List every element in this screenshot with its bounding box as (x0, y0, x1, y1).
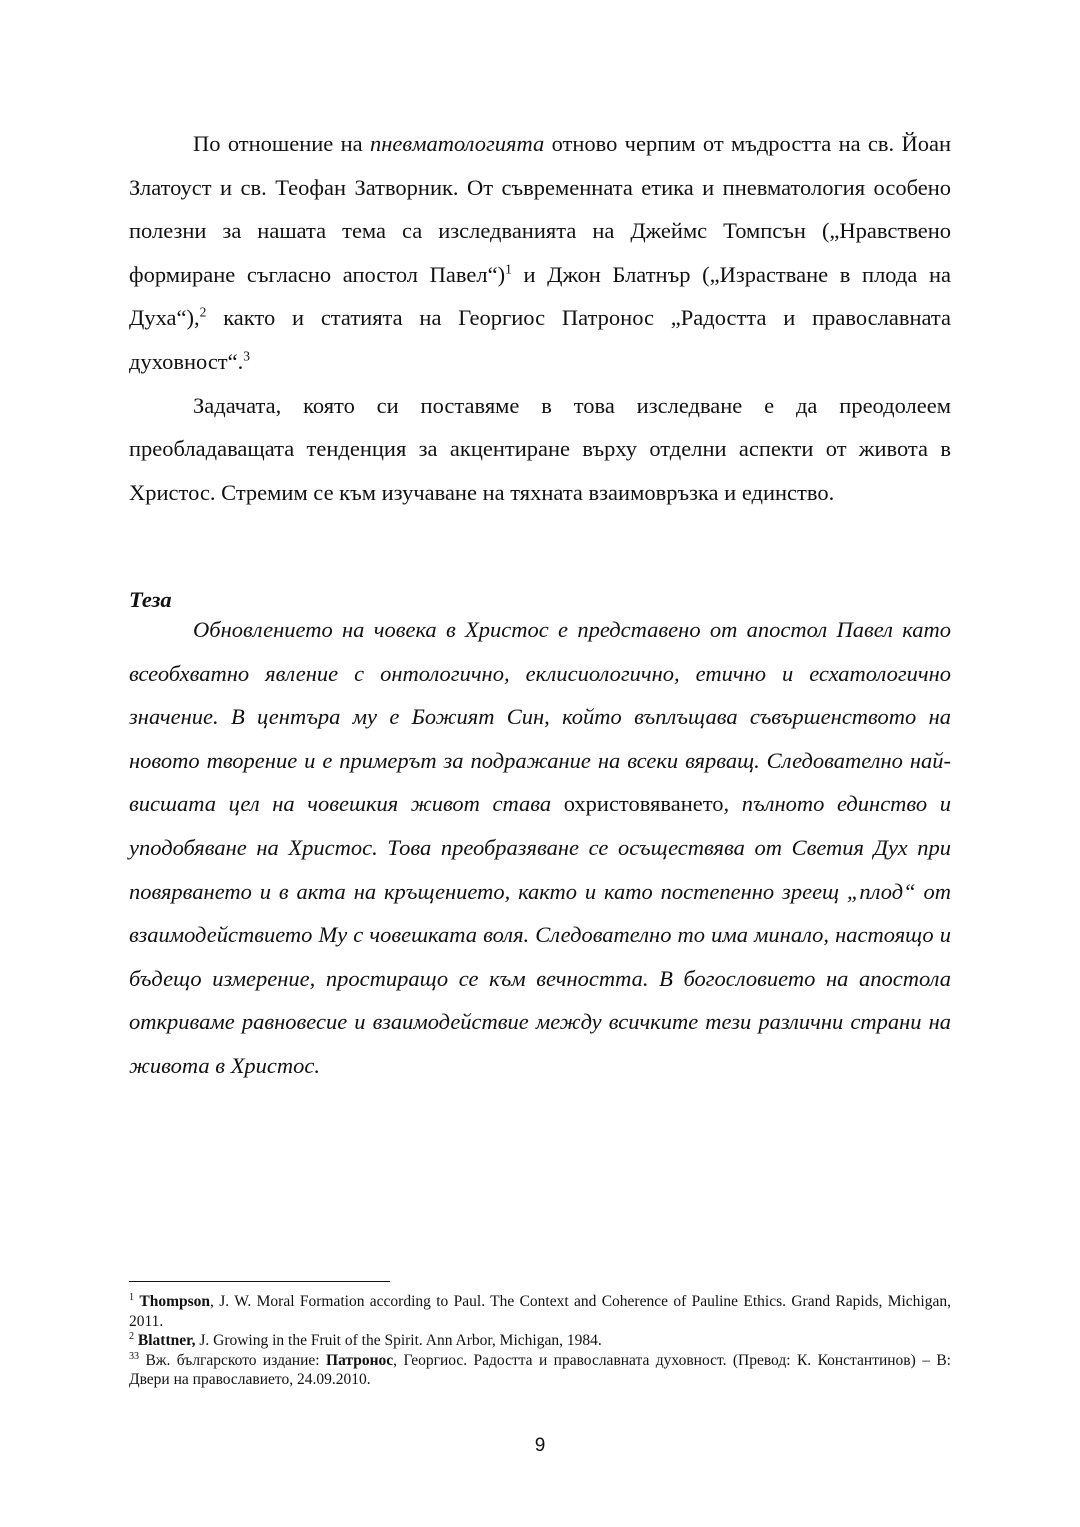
paragraph-text: и Джон Блатнър („Израстване в плода на Духа“), (129, 261, 951, 331)
page-number: 9 (534, 1435, 546, 1456)
paragraph-text: отново черпим от мъдростта на св. Йоан Златоуст и св. Теофан Затворник. От съвременната етика и пневматология особено полезни за нашата тема са изследванията на Джеймс Томпсън („Нравствено формиране съгласно апостол Павел“) (129, 131, 951, 287)
footnote-author: Thompson (139, 1293, 211, 1310)
footnotes (129, 1292, 951, 1390)
footnote-text: J. Growing in the Fruit of the Spirit. Ann Arbor, Michigan, 1984. (195, 1332, 602, 1350)
paragraph-task: Задачата, която си поставяме в това изследване е да преодолеем преобладаващата тенденция за акцентиране върху отделни аспекти от живота в Христос. Стремим се към изучаване на тяхната взаимовръзка и единство. (129, 392, 951, 505)
footnote-text: Вж. българското издание: (139, 1351, 327, 1369)
footnote-ref-2[interactable]: 2 (199, 304, 207, 320)
thesis-heading: Теза (129, 587, 172, 612)
emphasis-term: пневматологията (369, 131, 545, 156)
thesis-upright-word: охристовяването (563, 791, 724, 817)
footnote-text: , J. W. Moral Formation according to Paul. The Context and Coherence of Pauline Ethics. Grand Rapids, Michigan, 2011. (129, 1293, 951, 1330)
paragraph-text: както и статията на Георгиос Патронос „Радостта и православната духовност“. (129, 305, 951, 374)
footnote-3 (129, 1351, 951, 1390)
footnote-marker: 33 (129, 1350, 140, 1362)
thesis-text: Обновлението на човека в Христос е представено от апостол Павел като всеобхватно явление с онтологично, еклисиологично, етично и есхатологично значение. В центъра му е Божият Син, който въплъщава съвършенството на новото творение и е примерът за подражание на всеки вярващ. Следователно най-висшата цел на човешкия живот става (129, 617, 951, 817)
thesis-paragraph (129, 608, 951, 1088)
footnote-text: , Георгиос. Радостта и православната духовност. (Превод: К. Константинов) – В: Двери на православието, 24.09.2010. (129, 1351, 951, 1389)
body-text (129, 122, 951, 514)
footnote-1 (129, 1292, 951, 1331)
footnote-separator (129, 1281, 390, 1282)
footnote-ref-1[interactable]: 1 (505, 261, 512, 277)
footnote-author: Blattner, (137, 1332, 196, 1350)
paragraph-pneumatology (129, 122, 951, 384)
footnote-author: Патронос (326, 1351, 394, 1369)
paragraph-text: По отношение на (193, 131, 370, 156)
footnote-marker: 1 (129, 1291, 135, 1303)
footnote-marker: 2 (129, 1331, 135, 1343)
footnote-ref-3[interactable]: 3 (243, 348, 250, 364)
footnote-2 (129, 1331, 951, 1351)
thesis-text: , пълното единство и уподобяване на Христос. Това преобразяване се осъществява от Светия Дух при повярването и в акта на кръщението, както и като постепенно зреещ „плод“ от взаимодействието Му с човешката воля. Следователно то има минало, настоящо и бъдещо измерение, простиращо се към вечността. В богословието на апостола откриваме равновесие и взаимодействие между всичките тези различни страни на живота в Христос. (129, 791, 951, 1078)
